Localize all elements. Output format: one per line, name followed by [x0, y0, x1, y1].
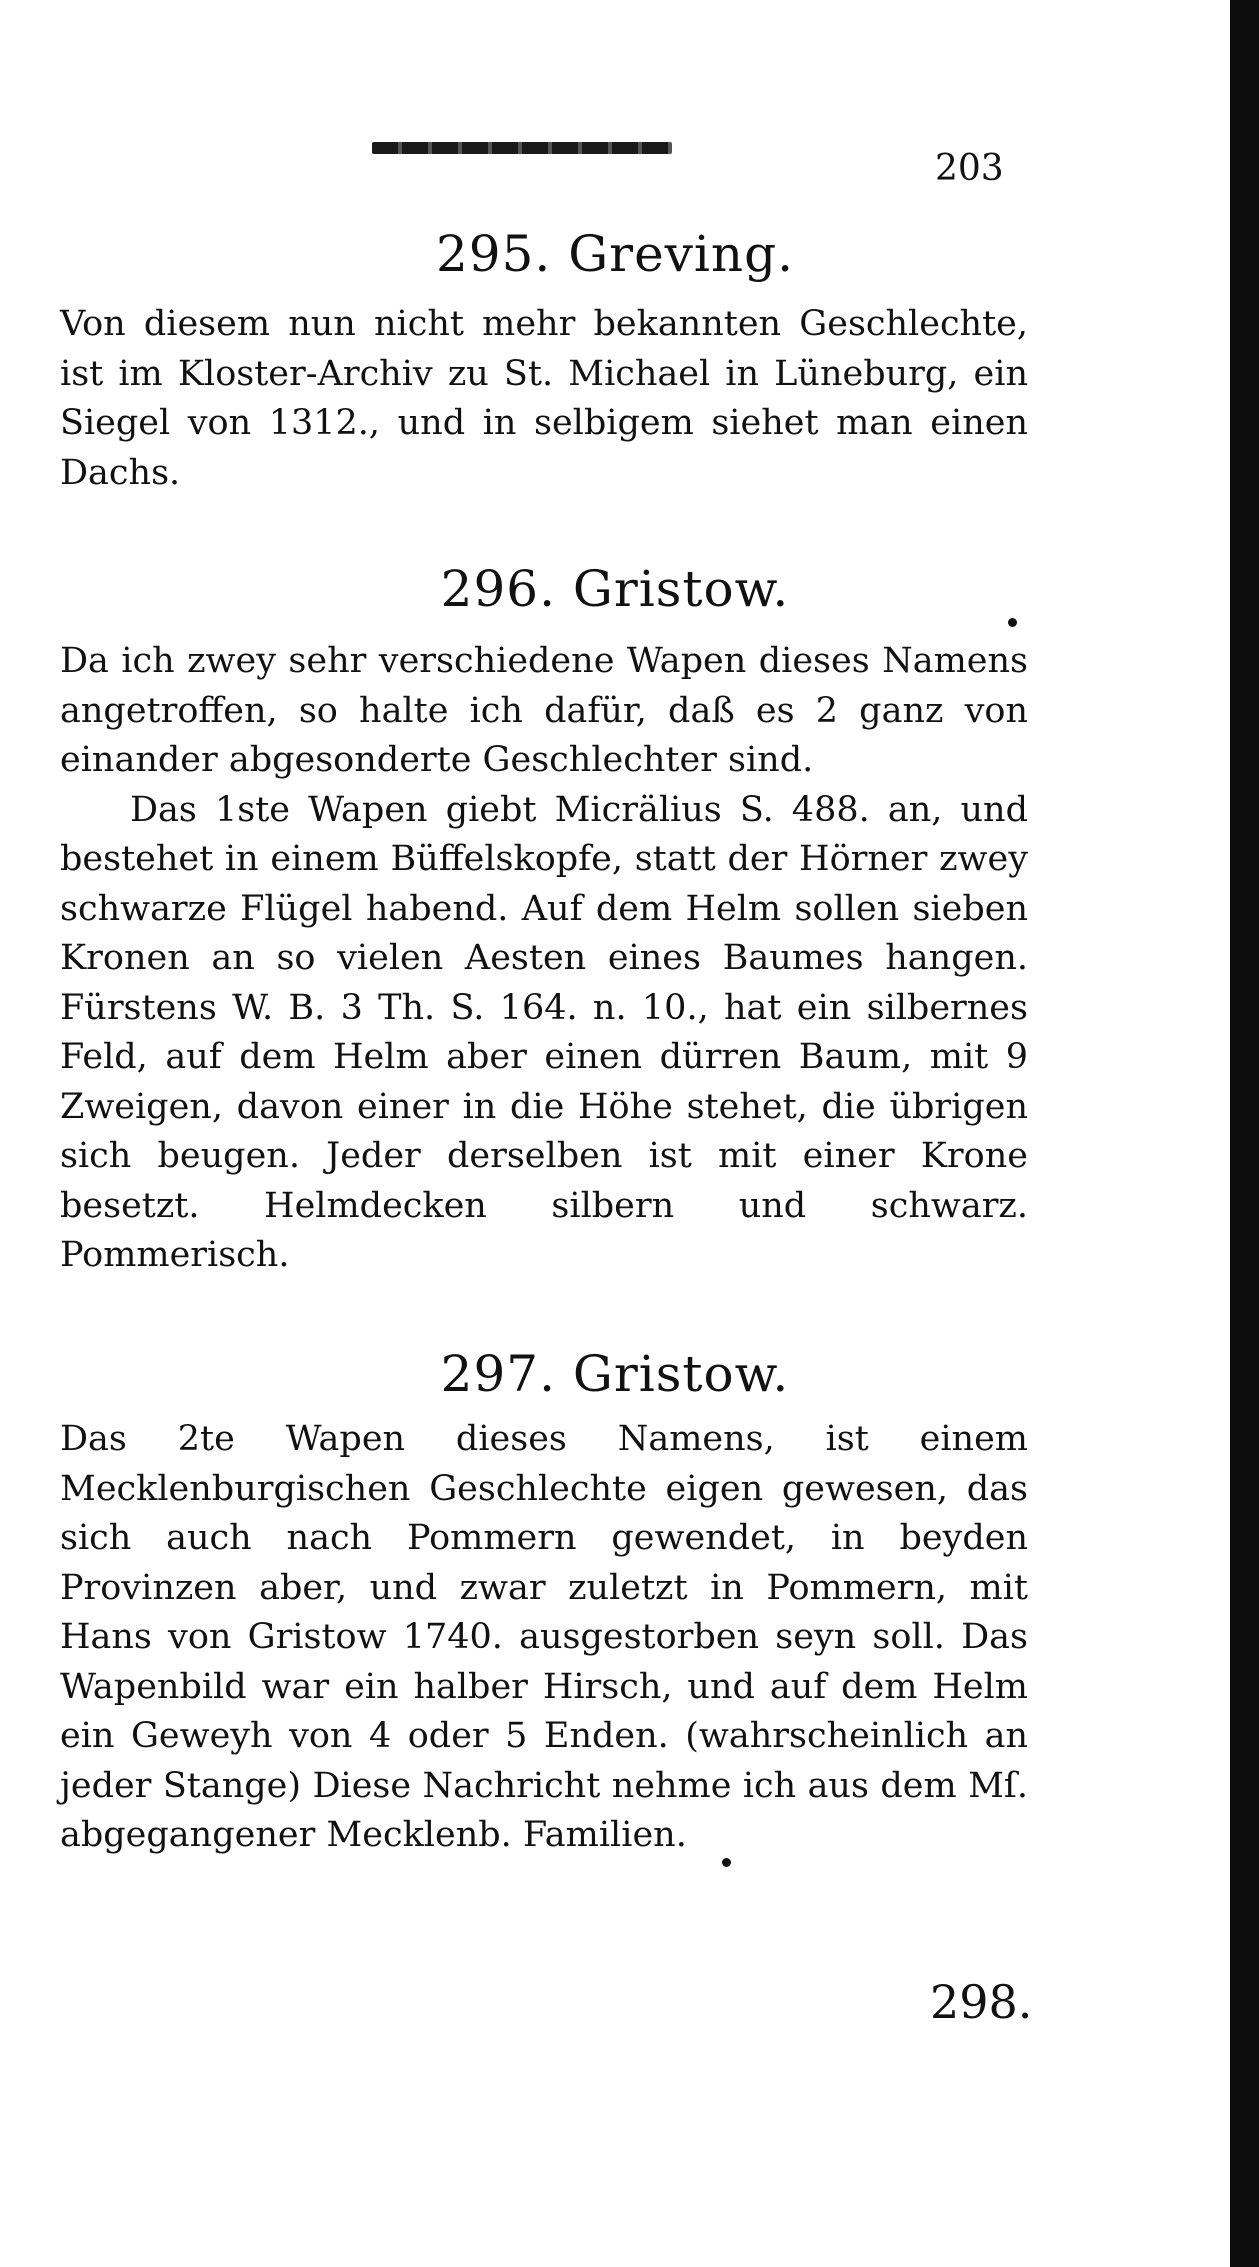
section-heading-295: 295. Greving. [436, 225, 794, 283]
catchword: 298. [930, 1975, 1033, 2029]
section-heading-297: 297. Gristow. [440, 1345, 790, 1403]
section-body-295 [60, 300, 1028, 498]
ink-speck [1008, 618, 1017, 627]
scan-edge-border [1230, 0, 1259, 2267]
section-body-297 [60, 1415, 1028, 1861]
section-body-296 [60, 637, 1028, 1281]
header-ornament-rule [372, 142, 672, 154]
paragraph: Da ich zwey sehr verschiedene Wapen dieses Namens angetroffen, so halte ich dafür, daß es 2 ganz von einander abgesonderte Geschlechter sind. [60, 641, 1028, 780]
page-number: 203 [935, 148, 1004, 189]
paragraph: Das 2te Wapen dieses Namens, ist einem Mecklenburgischen Geschlechte eigen gewesen, das sich auch nach Pommern gewendet, in beyden Provinzen aber, und zwar zuletzt in Pommern, mit Hans von Gristow 1740. ausgestorben seyn soll. Das Wapenbild war ein halber Hirsch, und auf dem Helm ein Geweyh von 4 oder 5 Enden. (wahrscheinlich an jeder Stange) Diese Nachricht nehme ich aus dem Mſ. abgegangener Mecklenb. Familien. [60, 1419, 1028, 1855]
section-heading-296: 296. Gristow. [440, 560, 790, 618]
paragraph: Von diesem nun nicht mehr bekannten Geschlechte, ist im Kloster-Archiv zu St. Michael in Lüneburg, ein Siegel von 1312., und in selbigem siehet man einen Dachs. [60, 304, 1028, 493]
paragraph: Das 1ste Wapen giebt Micrälius S. 488. an, und bestehet in einem Büffelskopfe, statt der Hörner zwey schwarze Flügel habend. Auf dem Helm sollen sieben Kronen an so vielen Aesten eines Baumes hangen. Fürstens W. B. 3 Th. S. 164. n. 10., hat ein silbernes Feld, auf dem Helm aber einen dürren Baum, mit 9 Zweigen, davon einer in die Höhe stehet, die übrigen sich beugen. Jeder derselben ist mit einer Krone besetzt. Helmdecken silbern und schwarz. Pommerisch. [60, 789, 1028, 1275]
ink-speck [722, 1858, 731, 1867]
